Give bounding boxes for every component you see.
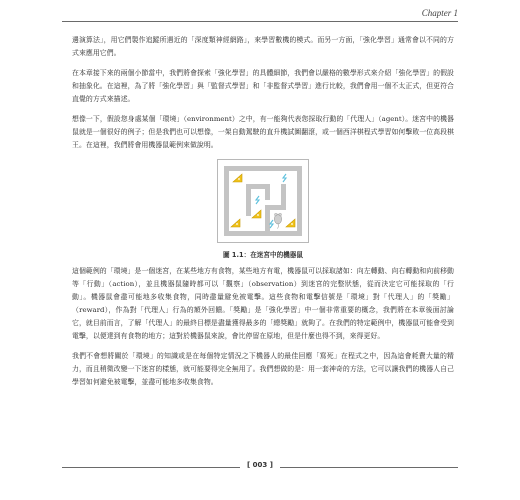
- paragraph: 我們不會想將關於「環境」的知識或是在每個特定情況之下機器人的最佳回應「寫死」在程式之中，因為這會耗費大量的精力，而且稍微改變一下迷宮的樣態，就可能要得完全無用了。我們想做的是：用一套神奇的方法，它可以讓我們的機器人自己學習如何避免被電擊，並盡可能地多收集食物。: [72, 352, 454, 386]
- maze-wall: [270, 205, 286, 210]
- maze-wall: [265, 184, 270, 200]
- maze-wall: [224, 231, 302, 236]
- food-icon: [252, 210, 261, 218]
- maze-wall: [297, 166, 302, 236]
- maze-wall: [224, 166, 229, 236]
- footer-rule: [62, 467, 240, 468]
- maze-graphic: [218, 160, 308, 242]
- figure: [72, 159, 454, 259]
- page-body: [72, 34, 454, 396]
- food-icon: [286, 219, 295, 227]
- maze-wall: [224, 166, 302, 171]
- paragraph: 邊演算法」，用它們製作追蹤所遇近的「深度類神經網路」，來學習數機的模式。而另一方面，「強化學習」通常會以不同的方式來應用它們。: [72, 36, 454, 57]
- footer-rule: [280, 467, 458, 468]
- maze-wall: [281, 184, 286, 205]
- header-rule: [62, 21, 458, 22]
- paragraph: 想像一下，假設您身處某個「環境」（environment）之中，有一能夠代表您採取行動的「代理人」（agent）。迷宮中的機器鼠就是一個很好的例子；但是我們也可以想像，一架自動駕駛的直升機試圖翻滾，或一個西洋棋程式學習如何擊敗一位高段棋王。在這裡，我們將會用機器鼠範例來做說明。: [72, 115, 454, 149]
- paragraph: 這個範例的「環境」是一個迷宮，在某些地方有食物，某些地方有電，機器鼠可以採取諸如：向左轉動、向右轉動和向前移動等「行動」（action），並且機器鼠隨時都可以「觀察」（observation）到迷宮的完整狀態，從而決定它可能採取的「行動」。機器鼠會盡可能地多收集食物，同時盡量避免被電擊。這些食物和電擊信號是「環境」對「代理人」的「獎勵」（reward），作為對「代理人」行為的額外回饋。「獎勵」是「強化學習」中一個非常重要的概念，我們將在本章後面討論它，就目前而言，了解「代理人」的最終目標是盡量獲得最多的「總獎勵」就夠了。在我們的特定範例中，機器鼠可能會受到電擊，以便達到有食物的地方；這對於機器鼠來說，會比停留在原地，但是什麼也得不到，來得更好。: [72, 267, 454, 340]
- mouse-icon: [274, 213, 281, 228]
- food-icon: [231, 219, 240, 227]
- page-number: [ 003 ]: [247, 461, 273, 469]
- paragraph: 在本章接下來的兩個小節當中，我們將會探索「強化學習」的具體細節，我們會以嚴格的數學形式來介紹「強化學習」的假設和抽象化。在這裡，為了將「強化學習」與「監督式學習」和「非監督式學習」進行比較，我們會用一個不太正式，但更符合直覺的方式來描述。: [72, 69, 454, 103]
- food-icon: [233, 174, 242, 182]
- figure-caption: 圖 1.1：在迷宮中的機器鼠: [223, 251, 303, 259]
- chapter-header: Chapter 1: [421, 8, 458, 18]
- maze-illustration: [217, 159, 309, 243]
- maze-wall: [265, 205, 270, 231]
- maze-wall: [246, 184, 251, 216]
